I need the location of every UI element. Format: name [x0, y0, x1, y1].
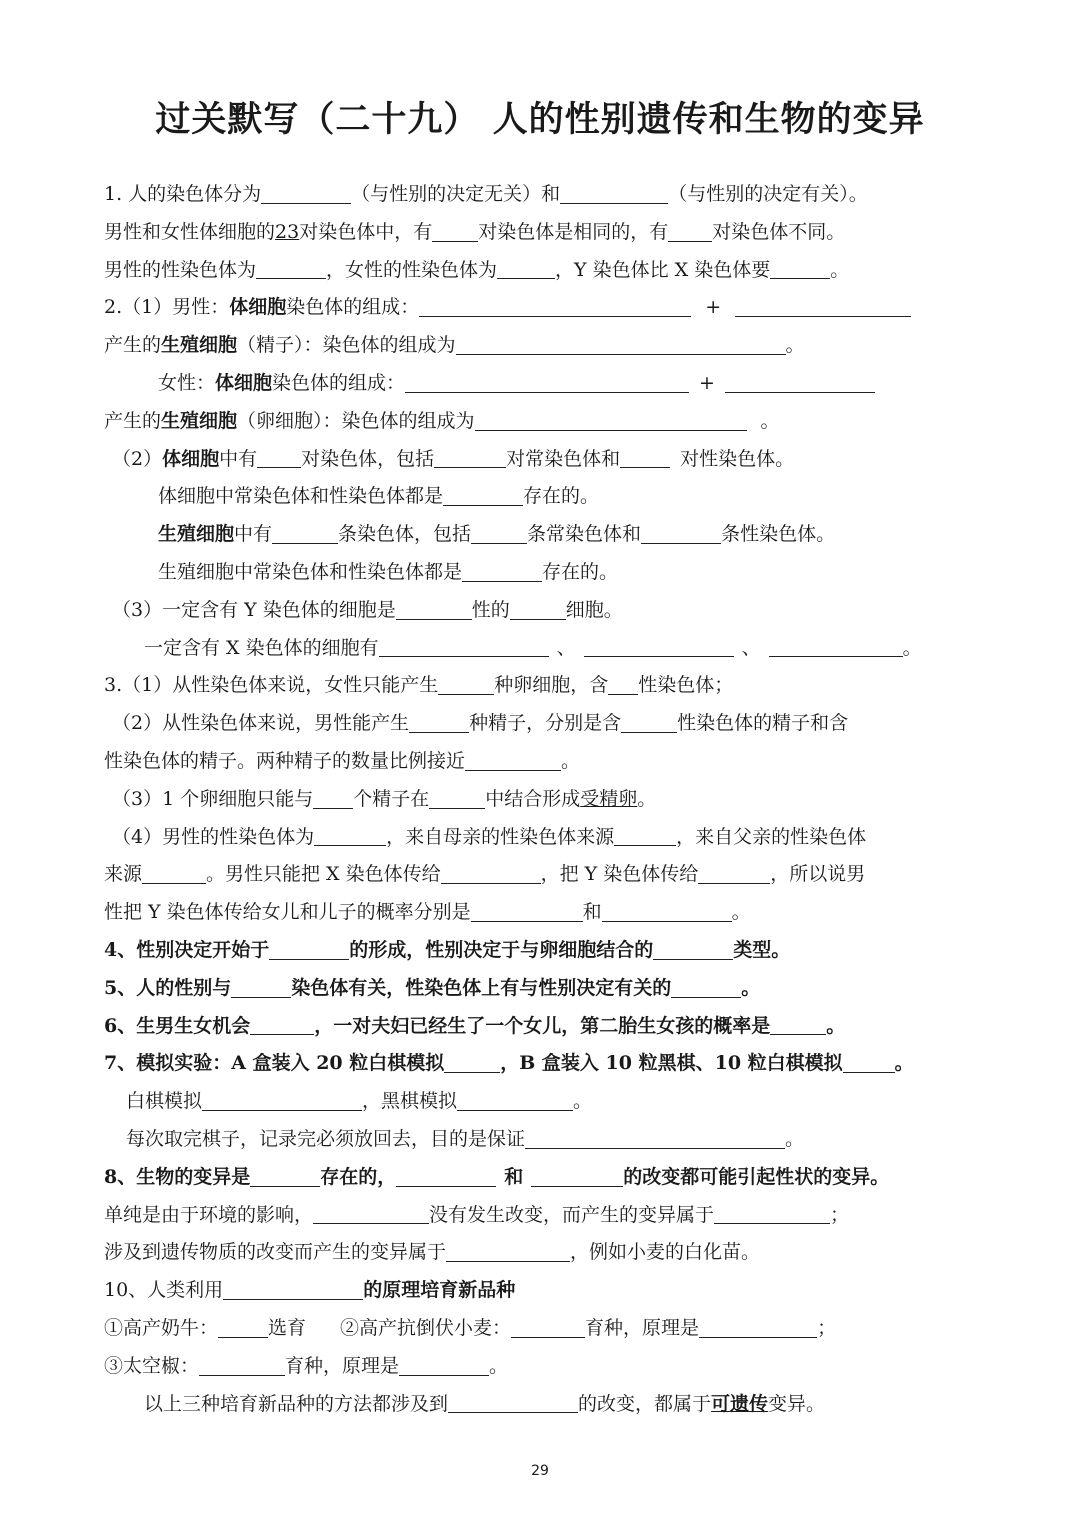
text: 。: [830, 258, 850, 281]
answer-blank[interactable]: [257, 447, 301, 468]
q8-line3: [104, 1234, 994, 1272]
q2-male-somatic: [104, 289, 994, 327]
text: （精子）：染色体的组成为: [237, 334, 456, 357]
text: ，女性的性染色体为: [326, 258, 498, 281]
text: 生殖细胞: [161, 334, 238, 357]
text: 的形成，性别决定于与卵细胞结合的: [349, 938, 654, 961]
answer-blank[interactable]: [272, 523, 338, 544]
text: 对染色体中，有: [299, 220, 433, 243]
answer-blank[interactable]: [432, 221, 478, 242]
answer-blank[interactable]: [714, 1203, 830, 1224]
answer-blank[interactable]: [497, 258, 555, 279]
text: 、: [556, 636, 576, 659]
text: ；: [830, 1203, 850, 1226]
text: 没有发生改变，而产生的变异属于: [429, 1203, 715, 1226]
answer-blank[interactable]: [223, 1279, 363, 1300]
text: 对性染色体。: [680, 447, 795, 470]
text: 中有: [219, 447, 258, 470]
page-number: 29: [531, 1463, 549, 1479]
text: 。: [785, 1127, 805, 1150]
text: 选育: [268, 1316, 307, 1339]
text: ，所以说男: [770, 863, 866, 886]
answer-blank[interactable]: [602, 901, 732, 922]
answer-blank[interactable]: [202, 1090, 362, 1111]
text: 4、性别决定开始于: [104, 938, 270, 961]
text: ，把 Y 染色体传给: [540, 863, 699, 886]
text: ，来自父亲的性染色体: [676, 825, 867, 848]
text: 体细胞: [162, 447, 220, 470]
answer-blank[interactable]: [250, 1166, 320, 1187]
answer-blank[interactable]: [641, 523, 721, 544]
q3-2-cont: [104, 743, 994, 781]
q8-line2: [104, 1197, 994, 1235]
text: 8、生物的变异是: [104, 1165, 251, 1188]
answer-blank[interactable]: [621, 712, 677, 733]
answer-blank[interactable]: [511, 1317, 585, 1338]
answer-blank[interactable]: [620, 447, 670, 468]
text: （与性别的决定无关）和: [351, 183, 561, 205]
answer-blank[interactable]: [668, 221, 712, 242]
text: 。: [826, 1014, 846, 1037]
text: 生殖细胞: [158, 523, 235, 546]
q3-4-cont2: [104, 894, 994, 932]
text: ；: [817, 1316, 837, 1339]
q2-2-somatic-pairs: [104, 478, 994, 516]
text: 对染色体不同。: [712, 220, 846, 243]
text: 存在的。: [542, 560, 619, 583]
text: +: [705, 296, 722, 319]
text: 性把 Y 染色体传给女儿和儿子的概率分别是: [104, 901, 471, 924]
text: 。: [637, 787, 657, 810]
q6: [104, 1008, 994, 1046]
answer-blank[interactable]: [379, 636, 549, 657]
text: 种卵细胞，含: [494, 674, 609, 697]
answer-blank[interactable]: [250, 1014, 314, 1035]
q10-line4: [104, 1386, 994, 1424]
answer-blank[interactable]: [614, 825, 676, 846]
q1-line2: [104, 214, 994, 252]
text: 存在的。: [523, 485, 600, 508]
q4: [104, 932, 994, 970]
answer-blank[interactable]: [396, 1166, 496, 1187]
q2-female-germ: [104, 403, 994, 441]
text: 3.（1）从性染色体来说，女性只能产生: [104, 674, 439, 697]
q7: [104, 1045, 994, 1083]
answer-blank[interactable]: [471, 523, 527, 544]
text: ②高产抗倒伏小麦：: [340, 1316, 512, 1339]
text: 受精卵: [580, 787, 638, 810]
q2-2-germ: [104, 516, 994, 554]
q2-2-somatic: [104, 441, 994, 479]
answer-blank[interactable]: [671, 977, 741, 998]
text: ，黑棋模拟: [362, 1090, 458, 1113]
answer-blank[interactable]: [405, 372, 689, 393]
text: 体细胞: [229, 296, 287, 319]
text: （3）一定含有 Y 染色体的细胞是: [112, 598, 396, 621]
answer-blank[interactable]: [770, 258, 830, 279]
answer-blank[interactable]: [735, 296, 911, 317]
text: 产生的: [104, 334, 162, 357]
text: 产生的: [104, 409, 162, 432]
answer-blank[interactable]: [653, 939, 733, 960]
text: 白棋模拟: [126, 1090, 203, 1113]
answer-blank[interactable]: [441, 863, 541, 884]
text: 对染色体，包括: [301, 447, 435, 470]
text: 育种，原理是: [285, 1354, 400, 1377]
text: 以上三种培育新品种的方法都涉及到: [144, 1392, 449, 1415]
answer-blank[interactable]: [256, 258, 326, 279]
answer-blank[interactable]: [475, 410, 747, 431]
q2-male-germ: [104, 327, 994, 365]
text: 染色体的组成：: [286, 296, 420, 319]
answer-blank[interactable]: [456, 334, 786, 355]
text: ①高产奶牛：: [104, 1316, 219, 1339]
text: 一定含有 X 染色体的细胞有: [144, 636, 379, 659]
text: 可遗传: [711, 1392, 769, 1415]
answer-blank[interactable]: [584, 636, 734, 657]
answer-blank[interactable]: [769, 636, 903, 657]
text: 、: [741, 636, 761, 659]
q2-female-somatic: [104, 365, 994, 403]
text: 性染色体；: [638, 674, 734, 697]
q1-line1: [104, 176, 994, 214]
text: ，Y 染色体比 X 染色体要: [555, 258, 771, 281]
answer-blank[interactable]: [531, 1166, 623, 1187]
text: 的改变都可能引起性状的变异。: [623, 1165, 890, 1188]
answer-blank[interactable]: [770, 1014, 826, 1035]
text: 。: [489, 1354, 509, 1377]
text: 5、人的性别与: [104, 976, 232, 999]
text: 。: [573, 1090, 593, 1113]
text: 生殖细胞中常染色体和性染色体都是: [158, 560, 463, 583]
text: 条常染色体和: [527, 523, 642, 546]
text: ，一对夫妇已经生了一个女儿，第二胎生女孩的概率是: [314, 1014, 771, 1037]
q5: [104, 970, 994, 1008]
answer-blank[interactable]: [462, 561, 542, 582]
answer-blank[interactable]: [409, 712, 469, 733]
text: 来源: [104, 863, 143, 886]
answer-blank[interactable]: [471, 901, 583, 922]
q1-line3: [104, 252, 994, 290]
answer-blank[interactable]: [399, 1355, 489, 1376]
text: （2）: [112, 447, 163, 470]
text: 种精子，分别是含: [469, 712, 622, 735]
text: 条染色体，包括: [338, 523, 472, 546]
text: 体细胞中常染色体和性染色体都是: [158, 485, 444, 508]
text: （卵细胞）：染色体的组成为: [237, 409, 475, 432]
answer-blank[interactable]: [218, 1317, 268, 1338]
text: 。: [731, 901, 751, 924]
text: 涉及到遗传物质的改变而产生的变异属于: [104, 1241, 447, 1264]
text: 。: [902, 636, 922, 659]
q2-3-x: [104, 630, 994, 668]
text: 细胞。: [565, 598, 623, 621]
answer-blank[interactable]: [199, 1355, 285, 1376]
q3-3: [104, 781, 994, 819]
text: 生殖细胞: [161, 409, 238, 432]
text: 染色体的组成：: [272, 371, 406, 394]
text: 和: [582, 901, 602, 924]
q2-3-y: [104, 592, 994, 630]
text: （3）1 个卵细胞只能与: [112, 787, 314, 810]
text: 育种，原理是: [585, 1316, 700, 1339]
text: 1. 人的染色体分为: [104, 183, 262, 205]
answer-blank[interactable]: [261, 183, 351, 204]
answer-blank[interactable]: [465, 750, 561, 771]
answer-blank[interactable]: [396, 599, 472, 620]
text: 的改变，都属于: [578, 1392, 712, 1415]
answer-blank[interactable]: [608, 674, 638, 695]
text: 男性的性染色体为: [104, 258, 257, 281]
q3-1: [104, 667, 994, 705]
text: 。: [561, 749, 581, 772]
answer-blank[interactable]: [444, 1052, 500, 1073]
q7-line3: [104, 1121, 994, 1159]
text: 7、模拟实验：A 盒装入 20 粒白棋模拟: [104, 1052, 445, 1075]
text: ，例如小麦的白化苗。: [570, 1241, 761, 1264]
text: ，B 盒装入 10 粒黑棋、10 粒白棋模拟: [500, 1052, 843, 1075]
answer-blank[interactable]: [698, 863, 770, 884]
text: 中有: [234, 523, 273, 546]
text: 对常染色体和: [506, 447, 621, 470]
text: （与性别的决定有关）。: [668, 183, 868, 205]
text: 10、人类利用: [104, 1279, 224, 1302]
text: 中结合形成: [485, 787, 581, 810]
answer-blank[interactable]: [419, 296, 691, 317]
page-title: 过关默写（二十九） 人的性别遗传和生物的变异: [155, 100, 925, 140]
text: 。: [741, 976, 761, 999]
q8: [104, 1159, 994, 1197]
answer-blank[interactable]: [438, 674, 494, 695]
answer-blank[interactable]: [525, 1128, 785, 1149]
answer-blank[interactable]: [313, 788, 353, 809]
text: 性染色体的精子。两种精子的数量比例接近: [104, 749, 466, 772]
text: 。男性只能把 X 染色体传给: [206, 863, 441, 886]
q3-4: [104, 819, 994, 857]
text: 性的: [471, 598, 510, 621]
text: 每次取完棋子，记录完必须放回去，目的是保证: [126, 1127, 526, 1150]
answer-blank[interactable]: [142, 863, 206, 884]
q10-line2: [104, 1310, 994, 1348]
worksheet-body: [104, 176, 994, 1423]
text: 性染色体的精子和含: [677, 712, 849, 735]
q3-4-cont: [104, 856, 994, 894]
text: 。: [894, 1052, 914, 1075]
answer-blank[interactable]: [448, 1392, 578, 1413]
text: 体细胞: [215, 371, 273, 394]
text: +: [699, 371, 715, 394]
q3-2: [104, 705, 994, 743]
text: 类型。: [733, 938, 791, 961]
text: 女性：: [158, 371, 216, 394]
text: 。: [785, 334, 805, 357]
text: 和: [504, 1165, 524, 1188]
text: 对染色体是相同的，有: [478, 220, 669, 243]
text: 单纯是由于环境的影响，: [104, 1203, 314, 1226]
text: 男性和女性体细胞的: [104, 220, 276, 243]
q10-line3: [104, 1348, 994, 1386]
answer-blank[interactable]: [429, 788, 485, 809]
text: 条性染色体。: [721, 523, 836, 546]
text: 6、生男生女机会: [104, 1014, 251, 1037]
answer-blank[interactable]: [269, 939, 349, 960]
answer-blank[interactable]: [443, 485, 523, 506]
answer-blank[interactable]: [510, 599, 566, 620]
answer-blank[interactable]: [725, 372, 875, 393]
text: 变异。: [768, 1392, 826, 1415]
answer-blank[interactable]: [314, 825, 386, 846]
answer-blank[interactable]: [313, 1203, 429, 1224]
text: （2）从性染色体来说，男性能产生: [112, 712, 410, 735]
answer-blank[interactable]: [446, 1241, 570, 1262]
text: ，来自母亲的性染色体来源: [386, 825, 615, 848]
text: 的原理培育新品种: [363, 1279, 516, 1302]
text: 个精子在: [353, 787, 430, 810]
answer-blank[interactable]: [434, 447, 506, 468]
text: 23: [275, 220, 300, 243]
text: （4）男性的性染色体为: [112, 825, 315, 848]
text: ③太空椒：: [104, 1354, 200, 1377]
answer-blank[interactable]: [699, 1317, 817, 1338]
answer-blank[interactable]: [843, 1052, 895, 1073]
q2-2-germ-single: [104, 554, 994, 592]
q7-line2: [104, 1083, 994, 1121]
answer-blank[interactable]: [560, 183, 668, 204]
text: 存在的，: [320, 1165, 397, 1188]
text: 染色体有关，性染色体上有与性别决定有关的: [291, 976, 672, 999]
answer-blank[interactable]: [457, 1090, 573, 1111]
q10: [104, 1272, 994, 1310]
text: 2.（1）男性：: [104, 296, 230, 319]
answer-blank[interactable]: [231, 977, 291, 998]
text: 。: [760, 409, 780, 432]
